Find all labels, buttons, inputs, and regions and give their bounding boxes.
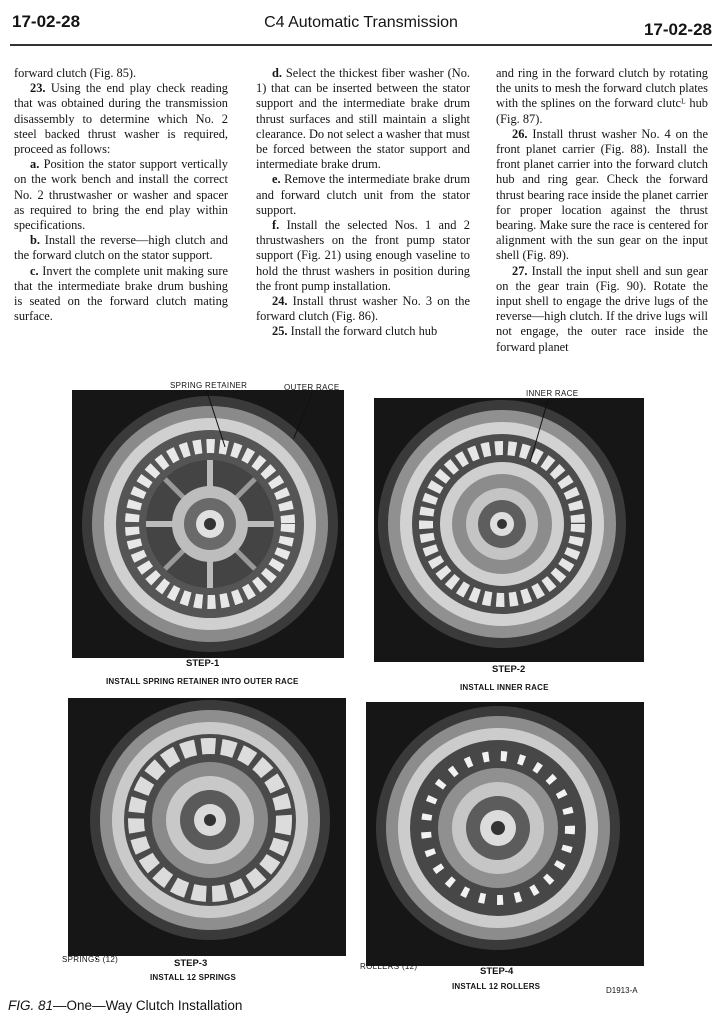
text-column-2 (256, 66, 470, 340)
step-letter: e. (272, 172, 281, 187)
page-number-right: 17-02-28 (643, 20, 712, 39)
paragraph-continued: forward clutch (Fig. 85). (14, 66, 137, 80)
page-number-left: 17-02-28 (12, 12, 81, 31)
paragraph-step-c (14, 264, 228, 325)
step-text: Using the end play check reading that was obtained during the transmission disassembly to determine which No. 2 steel backed thrust washer is required, proceed as follows: (14, 81, 228, 157)
step-number: 23. (30, 81, 46, 96)
paragraph-step-d (256, 66, 470, 172)
text-column-3 (496, 66, 708, 355)
figure-code: D1913-A (606, 986, 638, 995)
paragraph-step-e (256, 172, 470, 218)
paragraph-step-25 (256, 324, 470, 339)
label-spring-retainer: SPRING RETAINER (170, 381, 248, 390)
photo-step-1 (72, 390, 344, 658)
step-letter: c. (30, 263, 39, 278)
step-text: Install the forward clutch hub (287, 324, 438, 339)
paragraph-step-27 (496, 264, 708, 355)
leader-line (96, 958, 97, 960)
step-letter: a. (30, 157, 40, 172)
step-letter: f. (272, 218, 280, 233)
paragraph-step-b (14, 233, 228, 263)
photo-step-3 (68, 698, 346, 956)
paragraph-continued: and ring in the forward clutch by rotating the units to mesh the forward clutch plates with the splines on the forward clutcᴸ hub (Fig. 87). (496, 66, 708, 126)
step-2-caption: INSTALL INNER RACE (460, 683, 549, 692)
figure-prefix: FIG. (8, 998, 35, 1013)
figure-title: —One—Way Clutch Installation (53, 998, 243, 1013)
step-text: Position the stator support vertically on the work bench and install the correct No. 2 thrustwasher or washer and spacer as required to bring the end play within specifications. (14, 157, 228, 233)
photo-step-2 (374, 398, 644, 662)
label-inner-race: INNER RACE (526, 389, 579, 398)
step-letter: d. (272, 66, 282, 80)
section-title: C4 Automatic Transmission (264, 14, 458, 31)
step-3-caption: INSTALL 12 SPRINGS (150, 973, 236, 982)
step-4-caption: INSTALL 12 ROLLERS (452, 982, 541, 991)
step-text: Install thrust washer No. 3 on the forward clutch (Fig. 86). (256, 294, 470, 324)
step-text: Install the input shell and sun gear on the gear train (Fig. 90). Rotate the input shell to engage the drive lugs of the reverse—high clutch. If the drive lugs will not engage, the outer race inside the forward planet (496, 263, 708, 354)
step-text: Remove the intermediate brake drum and forward clutch unit from the stator support. (256, 172, 470, 217)
step-text: Install thrust washer No. 4 on the front planet carrier (Fig. 88). Install the front planet carrier into the forward clutch hub and ring gear. Check the forward thrust bearing race inside the planet carrier for proper location against the thrust bearing. Make sure the race is centered for alignment with the sun gear on the input shell (Fig. 89). (496, 126, 708, 263)
header-rule (10, 44, 712, 46)
page-header (0, 0, 722, 48)
paragraph-step-a (14, 157, 228, 233)
step-4-title: STEP-4 (480, 966, 514, 977)
step-1-title: STEP-1 (186, 658, 220, 669)
label-springs: SPRINGS (12) (62, 955, 119, 964)
clutch-illustration (68, 698, 346, 956)
step-letter: b. (30, 233, 40, 248)
figure-number: 81 (38, 998, 54, 1013)
clutch-illustration (72, 390, 344, 658)
step-number: 25. (272, 324, 288, 339)
text-column-1 (14, 66, 228, 324)
paragraph-step-26 (496, 127, 708, 264)
step-3-title: STEP-3 (174, 958, 208, 969)
clutch-illustration (366, 702, 644, 966)
step-number: 27. (512, 263, 528, 278)
paragraph-step-23 (14, 81, 228, 157)
label-rollers: ROLLERS (12) (360, 962, 418, 971)
paragraph-step-24 (256, 294, 470, 324)
step-number: 24. (272, 294, 288, 309)
step-text: Install the selected Nos. 1 and 2 thrustwashers on the front pump stator support (Fig. 21) using enough vaseline to hold the thrust washers in position during the front pump installation. (256, 218, 470, 293)
paragraph-step-f (256, 218, 470, 294)
step-text: Select the thickest fiber washer (No. 1) that can be inserted between the stator support and the intermediate brake drum thrust surfaces and still maintain a slight clearance. Do not select a washer that must be forced between the stator support and intermediate brake drum. (256, 66, 470, 172)
label-outer-race: OUTER RACE (284, 383, 340, 392)
figure-caption (8, 998, 242, 1013)
step-2-title: STEP-2 (492, 664, 526, 675)
photo-step-4 (366, 702, 644, 966)
step-text: Install the reverse—high clutch and the forward clutch on the stator support. (14, 233, 228, 263)
step-1-caption: INSTALL SPRING RETAINER INTO OUTER RACE (106, 677, 299, 686)
step-number: 26. (512, 126, 528, 141)
step-text: Invert the complete unit making sure that the intermediate brake drum bushing is seated on the forward clutch mating surface. (14, 263, 228, 324)
clutch-illustration (374, 398, 644, 662)
